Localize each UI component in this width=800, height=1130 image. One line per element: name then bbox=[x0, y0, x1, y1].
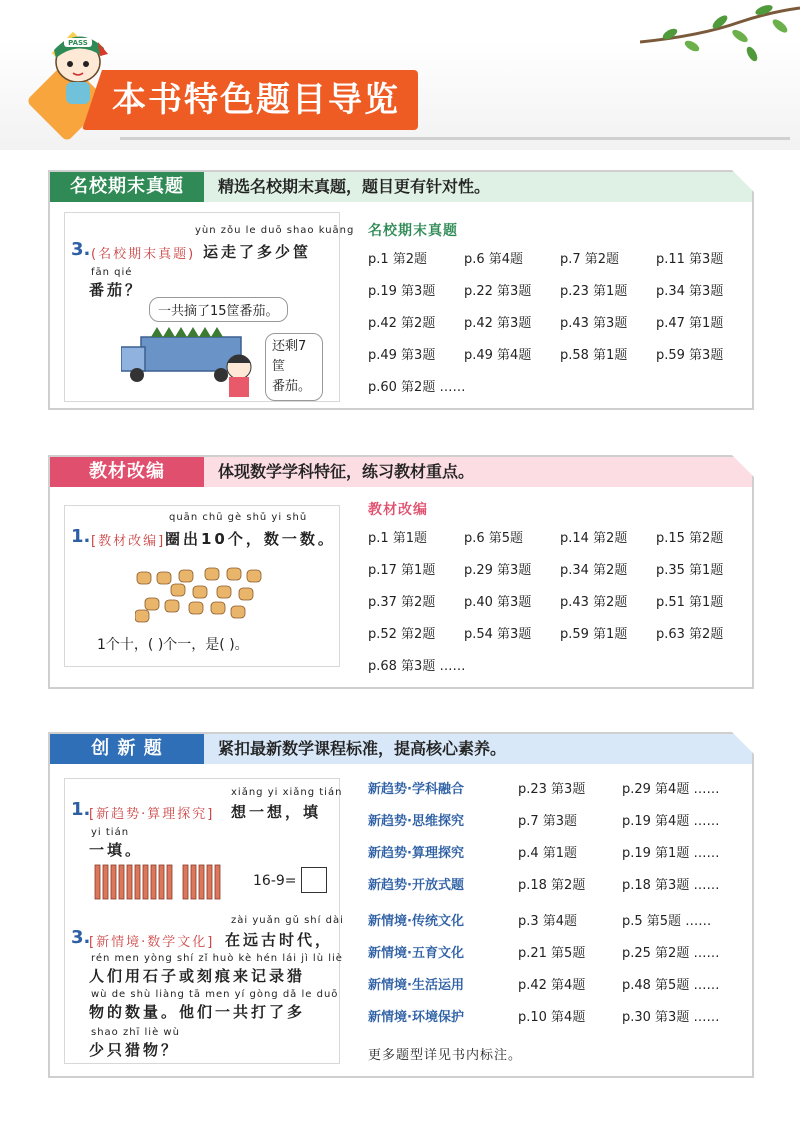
reference-item: p.18 第2题 bbox=[518, 878, 586, 893]
answer-box[interactable] bbox=[301, 867, 327, 893]
reference-item: p.58 第1题 bbox=[560, 348, 628, 363]
branch-decoration-icon bbox=[640, 0, 800, 70]
answer-blank-line: 1个十，( )个一，是( )。 bbox=[97, 637, 249, 653]
reference-item: p.19 第4题 …… bbox=[622, 814, 720, 829]
question-text: 圈出10个，数一数。 bbox=[165, 530, 336, 548]
pinyin-line: yi tián bbox=[91, 827, 130, 838]
pinyin-line: xiǎng yi xiǎng tián bbox=[231, 787, 343, 798]
svg-text:PASS: PASS bbox=[68, 39, 88, 47]
reference-item: p.4 第1题 bbox=[518, 846, 578, 861]
reference-item: p.34 第3题 bbox=[656, 284, 724, 299]
reference-item: p.14 第2题 bbox=[560, 531, 628, 546]
question-text: 一填。 bbox=[89, 841, 144, 859]
reference-item: p.7 第2题 bbox=[560, 252, 620, 267]
reference-item: p.7 第3题 bbox=[518, 814, 578, 829]
pinyin-line: quān chū gè shǔ yi shǔ bbox=[169, 512, 308, 523]
reference-item: p.43 第2题 bbox=[560, 595, 628, 610]
question-tag: [新趋势·算理探究] bbox=[89, 807, 215, 822]
corner-fold bbox=[732, 732, 754, 754]
reference-item: p.23 第3题 bbox=[518, 782, 586, 797]
pinyin-line: zài yuǎn gǔ shí dài bbox=[231, 915, 344, 926]
example-question-box bbox=[64, 505, 340, 667]
category-label: 新趋势·思维探究 bbox=[368, 814, 464, 829]
header-divider bbox=[120, 137, 790, 140]
pinyin-line: wù de shù liàng tā men yí gòng dǎ le duō bbox=[91, 989, 339, 1000]
reference-item: p.6 第4题 bbox=[464, 252, 524, 267]
reference-item: p.3 第4题 bbox=[518, 914, 578, 929]
section-header bbox=[50, 457, 752, 487]
question-number: 1. bbox=[71, 526, 91, 547]
section-description: 紧扣最新数学课程标准，提高核心素养。 bbox=[204, 734, 752, 764]
page-title: 本书特色题目导览 bbox=[112, 80, 400, 120]
reference-item: p.40 第3题 bbox=[464, 595, 532, 610]
section-tab: 名校期末真题 bbox=[50, 172, 204, 202]
counting-sticks-icon bbox=[93, 863, 221, 901]
reference-item: p.43 第3题 bbox=[560, 316, 628, 331]
question-text: 想一想，填 bbox=[231, 803, 322, 821]
reference-item: p.19 第3题 bbox=[368, 284, 436, 299]
section-textbook-adapted bbox=[48, 455, 754, 689]
reference-item: p.1 第2题 bbox=[368, 252, 428, 267]
speech-bubble bbox=[265, 333, 323, 401]
bear-icons-group bbox=[135, 562, 265, 624]
corner-fold bbox=[732, 170, 754, 192]
reference-item: p.22 第3题 bbox=[464, 284, 532, 299]
reference-item: p.15 第2题 bbox=[656, 531, 724, 546]
reference-item: p.17 第1题 bbox=[368, 563, 436, 578]
reference-item: p.30 第3题 …… bbox=[622, 1010, 720, 1025]
category-label: 新趋势·学科融合 bbox=[368, 782, 464, 797]
reference-item: p.68 第3题 …… bbox=[368, 659, 466, 674]
example-question-box bbox=[64, 778, 344, 1064]
section-header bbox=[50, 734, 752, 764]
reference-item: p.1 第1题 bbox=[368, 531, 428, 546]
category-label: 新趋势·开放式题 bbox=[368, 878, 464, 893]
category-label: 新情境·生活运用 bbox=[368, 978, 464, 993]
section-header bbox=[50, 172, 752, 202]
question-number: 1. bbox=[71, 799, 91, 820]
section-innovation bbox=[48, 732, 754, 1078]
reference-item: p.47 第1题 bbox=[656, 316, 724, 331]
reference-item: p.60 第2题 …… bbox=[368, 380, 466, 395]
equation-text: 16-9= bbox=[253, 873, 297, 889]
question-text: 少只猎物？ bbox=[89, 1041, 180, 1059]
question-text: 番茄？ bbox=[89, 281, 144, 299]
question-number: 3. bbox=[71, 239, 91, 260]
reference-item: p.63 第2题 bbox=[656, 627, 724, 642]
section-description: 精选名校期末真题，题目更有针对性。 bbox=[204, 172, 752, 202]
reference-item: p.21 第5题 bbox=[518, 946, 586, 961]
reference-item: p.37 第2题 bbox=[368, 595, 436, 610]
question-tag: (名校期末真题) bbox=[91, 247, 196, 262]
category-label: 新情境·环境保护 bbox=[368, 1010, 464, 1025]
bubble-line: 番茄。 bbox=[272, 379, 312, 394]
reference-item: p.19 第1题 …… bbox=[622, 846, 720, 861]
reference-item: p.34 第2题 bbox=[560, 563, 628, 578]
reference-item: p.42 第4题 bbox=[518, 978, 586, 993]
reference-item: p.49 第3题 bbox=[368, 348, 436, 363]
question-text: 物的数量。他们一共打了多 bbox=[89, 1003, 306, 1021]
reference-item: p.42 第3题 bbox=[464, 316, 532, 331]
category-label: 新情境·五育文化 bbox=[368, 946, 464, 961]
reference-item: p.51 第1题 bbox=[656, 595, 724, 610]
pinyin-line: fān qié bbox=[91, 267, 133, 278]
reference-item: p.42 第2题 bbox=[368, 316, 436, 331]
reference-item: p.35 第1题 bbox=[656, 563, 724, 578]
question-text: 运走了多少筐 bbox=[203, 243, 312, 261]
reference-item: p.49 第4题 bbox=[464, 348, 532, 363]
reference-item: p.48 第5题 …… bbox=[622, 978, 720, 993]
corner-fold bbox=[732, 455, 754, 477]
reference-item: p.52 第2题 bbox=[368, 627, 436, 642]
reference-item: p.25 第2题 …… bbox=[622, 946, 720, 961]
reference-title: 名校期末真题 bbox=[368, 223, 458, 239]
question-text: 在远古时代， bbox=[225, 931, 334, 949]
example-question-box bbox=[64, 212, 355, 402]
section-tab: 教材改编 bbox=[50, 457, 204, 487]
pinyin-line: shao zhī liè wù bbox=[91, 1027, 180, 1038]
pinyin-line: rén men yòng shí zǐ huò kè hén lái jì lù liè bbox=[91, 953, 343, 964]
question-number: 3. bbox=[71, 927, 91, 948]
section-exam-questions bbox=[48, 170, 754, 410]
footer-note: 更多题型详见书内标注。 bbox=[368, 1048, 523, 1063]
reference-item: p.6 第5题 bbox=[464, 531, 524, 546]
section-tab: 创 新 题 bbox=[50, 734, 204, 764]
bubble-line: 还剩7筐 bbox=[272, 339, 307, 374]
reference-item: p.54 第3题 bbox=[464, 627, 532, 642]
question-tag: [新情境·数学文化] bbox=[89, 935, 215, 950]
reference-item: p.59 第3题 bbox=[656, 348, 724, 363]
reference-item: p.5 第5题 …… bbox=[622, 914, 712, 929]
reference-item: p.59 第1题 bbox=[560, 627, 628, 642]
reference-item: p.29 第3题 bbox=[464, 563, 532, 578]
speech-bubble: 一共摘了15筐番茄。 bbox=[149, 297, 288, 322]
reference-item: p.18 第3题 …… bbox=[622, 878, 720, 893]
question-text: 人们用石子或刻痕来记录猎 bbox=[89, 967, 306, 985]
category-label: 新情境·传统文化 bbox=[368, 914, 464, 929]
reference-item: p.29 第4题 …… bbox=[622, 782, 720, 797]
question-tag: [教材改编] bbox=[91, 534, 166, 549]
reference-item: p.10 第4题 bbox=[518, 1010, 586, 1025]
section-description: 体现数学学科特征，练习教材重点。 bbox=[204, 457, 752, 487]
reference-item: p.11 第3题 bbox=[656, 252, 724, 267]
category-label: 新趋势·算理探究 bbox=[368, 846, 464, 861]
reference-title: 教材改编 bbox=[368, 502, 428, 518]
reference-item: p.23 第1题 bbox=[560, 284, 628, 299]
pinyin-line: yùn zǒu le duō shao kuāng bbox=[195, 225, 355, 236]
